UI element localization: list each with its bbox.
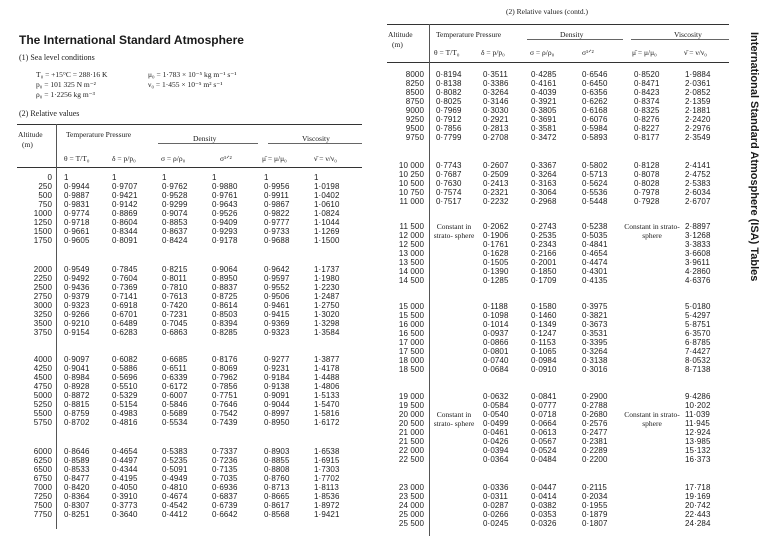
- header-mu: μ̄ = μ/μ₀: [632, 48, 657, 57]
- mu-column-block: 1 0·9956 0·9911 0·9867 0·9822 0·9777 0·9733 0·9688: [264, 173, 290, 245]
- nu-column-block: 1·3877 1·4178 1·4488 1·4806 1·5133 1·5470 1·5816 1·6172: [314, 355, 340, 427]
- density-underline: [527, 39, 623, 40]
- header-nu: ν̄ = ν/ν₀: [684, 48, 707, 57]
- altitude-column-block: 23 000 23 500 24 000 25 000 25 500: [398, 483, 424, 528]
- nu-column-block: 1·1737 1·1980 1·2230 1·2487 1·2750 1·3020 1·3298 1·3584: [314, 265, 340, 337]
- sigma-column-block: 0·8215 0·8011 0·7810 0·7613 0·7420 0·7231 0·7045 0·6863: [162, 265, 188, 337]
- delta-column-block: 0·2062 0·1906 0·1761 0·1628 0·1505 0·1390 0·1285: [483, 222, 509, 285]
- theta-column-block: 0·9549 0·9492 0·9436 0·9379 0·9323 0·9266 0·9210 0·9154: [64, 265, 90, 337]
- nu-column-block: 1 1·0198 1·0402 1·0610 1·0824 1·1044 1·1269 1·1500: [314, 173, 340, 245]
- mu-column-block: 0·8903 0·8855 0·8808 0·8760 0·8713 0·8665 0·8617 0·8568: [264, 447, 290, 519]
- delta-column-block: 0·6082 0·5886 0·5696 0·5510 0·5329 0·5154 0·4983 0·4816: [112, 355, 138, 427]
- sea-level-conditions-left: [36, 70, 107, 100]
- theta-column-block: 0·9097 0·9041 0·8984 0·8928 0·8872 0·8815 0·8759 0·8702: [64, 355, 90, 427]
- sigma-half-column-block: 0·3975 0·3821 0·3673 0·3531 0·3395 0·3264 0·3138 0·3016: [582, 302, 608, 374]
- condition-line: μ₀ = 1·783 × 10⁻⁵ kg m⁻¹ s⁻¹: [148, 70, 237, 79]
- section-sea-level-heading: (1) Sea level conditions: [19, 53, 95, 62]
- sigma-half-column-block: 0·2900 0·2788 0·2680 0·2576 0·2477 0·2381 0·2289 0·2200: [582, 392, 608, 464]
- delta-column-block: 0·0632 0·0584 0·0540 0·0499 0·0461 0·0426 0·0394 0·0364: [483, 392, 509, 464]
- altitude-column-block: 0 250 500 750 1000 1250 1500 1750: [33, 173, 52, 245]
- sigma-half-column-block: 0·2115 0·2034 0·1955 0·1879 0·1807: [582, 483, 608, 528]
- sigma-column-block: 0·4285 0·4161 0·4039 0·3921 0·3805 0·3691 0·3581 0·3472: [531, 70, 557, 142]
- sigma-column-block: 0·0447 0·0414 0·0382 0·0353 0·0326: [531, 483, 557, 528]
- sigma-column-block: 0·1580 0·1460 0·1349 0·1247 0·1153 0·1065 0·0984 0·0910: [531, 302, 557, 374]
- mu-column-block: 0·8520 0·8471 0·8423 0·8374 0·8325 0·8276 0·8227 0·8177: [634, 70, 660, 142]
- mu-column-block: 0·8128 0·8078 0·8028 0·7978 0·7928: [634, 161, 660, 206]
- header-temperature-pressure: Temperature Pressure: [436, 30, 502, 39]
- header-sigma-half: σ¹ᐟ²: [582, 48, 594, 57]
- sigma-half-column-block: 0·5238 0·5035 0·4841 0·4654 0·4474 0·4301 0·4135: [582, 222, 608, 285]
- altitude-column-block: 15 000 15 500 16 000 16 500 17 000 17 500 18 000 18 500: [398, 302, 424, 374]
- nu-column-block: 9·4286 10·202 11·039 11·945 12·924 13·985 15·132 16·373: [685, 392, 711, 464]
- header-density: Density: [560, 30, 584, 39]
- theta-column-block: 0·7743 0·7687 0·7630 0·7574 0·7517: [436, 161, 462, 206]
- header-viscosity: Viscosity: [674, 30, 702, 39]
- condition-line: p₀ = 101 325 N m⁻²: [36, 80, 96, 89]
- sea-level-conditions-right: [148, 70, 236, 90]
- header-sigma-half: σ¹ᐟ²: [220, 154, 232, 163]
- constant-in-stratosphere-note: Constant in strato- sphere: [433, 222, 475, 240]
- nu-column-block: 1·6538 1·6915 1·7303 1·7702 1·8113 1·8536 1·8972 1·9421: [314, 447, 340, 519]
- viscosity-underline: [268, 143, 362, 144]
- header-sigma: σ = ρ/ρ₀: [161, 154, 186, 163]
- sigma-column-block: 1 0·9762 0·9528 0·9299 0·9074 0·8853 0·8637 0·8424: [162, 173, 188, 245]
- altitude-column-block: 10 000 10 250 10 500 10 750 11 000: [398, 161, 424, 206]
- continued-heading: (2) Relative values (contd.): [506, 7, 589, 16]
- altitude-column-block: 6000 6250 6500 6750 7000 7250 7500 7750: [33, 447, 52, 519]
- sigma-half-column-block: 1 0·9880 0·9761 0·9643 0·9526 0·9409 0·9293 0·9178: [212, 173, 238, 245]
- nu-column-block: 2·4141 2·4752 2·5383 2·6034 2·6707: [685, 161, 711, 206]
- header-density: Density: [193, 134, 217, 143]
- altitude-column-block: 2000 2250 2500 2750 3000 3250 3500 3750: [33, 265, 52, 337]
- header-viscosity: Viscosity: [302, 134, 330, 143]
- sigma-column-block: 0·5383 0·5235 0·5091 0·4949 0·4810 0·4674 0·4542 0·4412: [162, 447, 188, 519]
- column-divider: [56, 124, 57, 529]
- delta-column-block: 1 0·9707 0·9421 0·9142 0·8869 0·8604 0·8344 0·8091: [112, 173, 138, 245]
- constant-in-stratosphere-note: Constant in strato- sphere: [624, 222, 680, 240]
- nu-column-block: 1·9884 2·0361 2·0852 2·1359 2·1881 2·2420 2·2976 2·3549: [685, 70, 711, 142]
- theta-column-block: 0·8646 0·8589 0·8533 0·8477 0·8420 0·8364 0·8307 0·8251: [64, 447, 90, 519]
- delta-column-block: 0·1188 0·1098 0·1014 0·0937 0·0866 0·0801 0·0740 0·0684: [483, 302, 509, 374]
- header-sigma: σ = ρ/ρ₀: [530, 48, 555, 57]
- nu-column-block: 2·8897 3·1268 3·3833 3·6608 3·9611 4·2860 4·6376: [685, 222, 711, 285]
- nu-column-block: 17·718 19·169 20·742 22·443 24·284: [685, 483, 711, 528]
- altitude-column-block: 19 000 19 500 20 000 20 500 21 000 21 500 22 000 22 500: [398, 392, 424, 464]
- constant-in-stratosphere-note: Constant in strato- sphere: [624, 410, 680, 428]
- table-top-rule: [387, 24, 729, 25]
- table-top-rule: [17, 124, 362, 125]
- viscosity-underline: [631, 39, 729, 40]
- delta-column-block: 0·4654 0·4497 0·4344 0·4195 0·4050 0·3910 0·3773 0·3640: [112, 447, 138, 519]
- sigma-column-block: 0·3367 0·3264 0·3163 0·3064 0·2968: [531, 161, 557, 206]
- header-temperature-pressure: Temperature Pressure: [66, 130, 132, 139]
- header-altitude: Altitude: [388, 30, 413, 39]
- sigma-column-block: 0·0841 0·0777 0·0718 0·0664 0·0613 0·0567 0·0524 0·0484: [531, 392, 557, 464]
- table-header-rule: [17, 167, 362, 168]
- column-divider: [429, 24, 430, 536]
- altitude-column-block: 4000 4250 4500 4750 5000 5250 5500 5750: [33, 355, 52, 427]
- altitude-column-block: 11 500 12 000 12 500 13 000 13 500 14 000 14 500: [398, 222, 424, 285]
- mu-column-block: 0·9277 0·9231 0·9184 0·9138 0·9091 0·9044 0·8997 0·8950: [264, 355, 290, 427]
- section-relative-values-heading: (2) Relative values: [19, 109, 80, 118]
- sigma-half-column-block: 0·8176 0·8069 0·7962 0·7856 0·7751 0·7646 0·7542 0·7439: [212, 355, 238, 427]
- running-head: International Standard Atmosphere (ISA) Tables: [748, 32, 760, 282]
- sigma-column-block: 0·2743 0·2535 0·2343 0·2166 0·2001 0·1850 0·1709: [531, 222, 557, 285]
- sigma-half-column-block: 0·9064 0·8950 0·8837 0·8725 0·8614 0·8503 0·8394 0·8285: [212, 265, 238, 337]
- table-header-rule: [387, 62, 729, 63]
- page-title: The International Standard Atmosphere: [19, 33, 244, 47]
- header-theta: θ = T/T₀: [434, 48, 460, 57]
- condition-line: ν₀ = 1·455 × 10⁻⁵ m² s⁻¹: [148, 80, 223, 89]
- header-nu: ν̄ = ν/ν₀: [314, 154, 337, 163]
- delta-column-block: 0·7845 0·7604 0·7369 0·7141 0·6918 0·6701 0·6489 0·6283: [112, 265, 138, 337]
- header-altitude: Altitude: [18, 130, 43, 139]
- sigma-column-block: 0·6685 0·6511 0·6339 0·6172 0·6007 0·5846 0·5689 0·5534: [162, 355, 188, 427]
- delta-column-block: 0·0336 0·0311 0·0287 0·0266 0·0245: [483, 483, 509, 528]
- altitude-column-block: 8000 8250 8500 8750 9000 9250 9500 9750: [405, 70, 424, 142]
- right-page: [384, 0, 768, 544]
- theta-column-block: 0·8194 0·8138 0·8082 0·8025 0·7969 0·7912 0·7856 0·7799: [436, 70, 462, 142]
- delta-column-block: 0·3511 0·3386 0·3264 0·3146 0·3030 0·2921 0·2813 0·2708: [483, 70, 509, 142]
- condition-line: ρ₀ = 1·2256 kg m⁻³: [36, 90, 95, 99]
- constant-in-stratosphere-note: Constant in strato- sphere: [433, 410, 475, 428]
- sigma-half-column-block: 0·5802 0·5713 0·5624 0·5536 0·5448: [582, 161, 608, 206]
- delta-column-block: 0·2607 0·2509 0·2413 0·2321 0·2232: [483, 161, 509, 206]
- density-underline: [158, 143, 258, 144]
- header-altitude-unit: (m): [22, 140, 33, 149]
- sigma-half-column-block: 0·6546 0·6450 0·6356 0·6262 0·6168 0·6076 0·5984 0·5893: [582, 70, 608, 142]
- header-mu: μ̄ = μ/μ₀: [262, 154, 287, 163]
- condition-line: T₀ = +15°C = 288·16 K: [36, 70, 108, 79]
- header-altitude-unit: (m): [392, 40, 403, 49]
- theta-column-block: 1 0·9944 0·9887 0·9831 0·9774 0·9718 0·9661 0·9605: [64, 173, 90, 245]
- header-delta: δ = p/p₀: [112, 154, 136, 163]
- mu-column-block: 0·9642 0·9597 0·9552 0·9506 0·9461 0·9415 0·9369 0·9323: [264, 265, 290, 337]
- sigma-half-column-block: 0·7337 0·7236 0·7135 0·7035 0·6936 0·6837 0·6739 0·6642: [212, 447, 238, 519]
- header-delta: δ = p/p₀: [481, 48, 505, 57]
- header-theta: θ = T/T₀: [64, 154, 90, 163]
- nu-column-block: 5·0180 5·4297 5·8751 6·3570 6·8785 7·4427 8·0532 8·7138: [685, 302, 711, 374]
